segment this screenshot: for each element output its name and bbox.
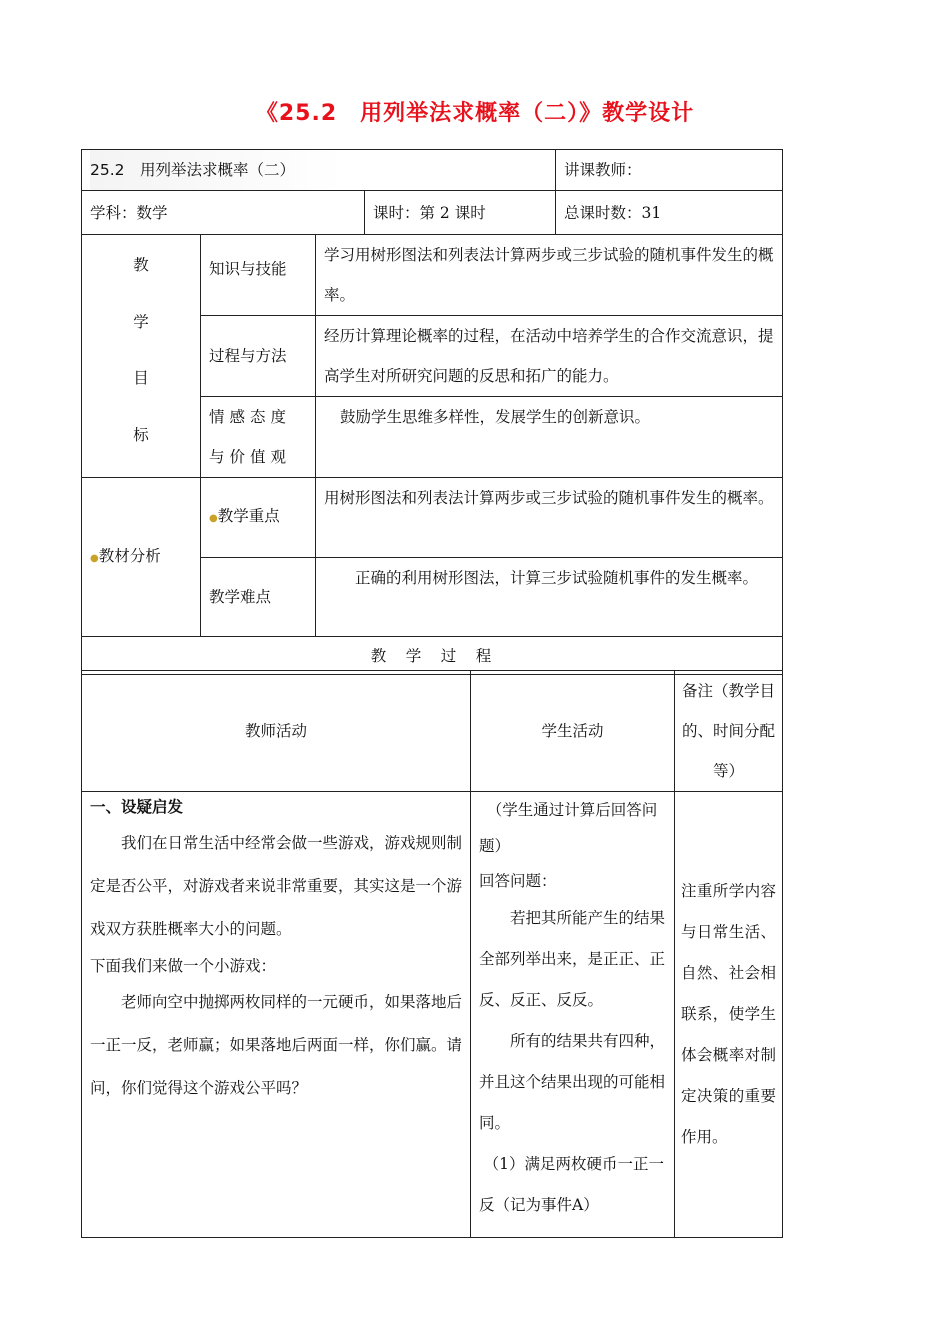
objectives-char: 教 — [133, 256, 149, 274]
objective-name-text: 知识与技能 — [209, 260, 287, 278]
analysis-label-cell — [82, 478, 201, 637]
period-cell — [365, 191, 556, 235]
objective-text — [316, 397, 783, 478]
lesson-title: 25.2 用列举法求概率（二） — [90, 150, 345, 190]
objective-text-content: 经历计算理论概率的过程，在活动中培养学生的合作交流意识，提高学生对所研究问题的反思和拓广的能力。 — [324, 327, 774, 385]
analysis-name-text: 教学重点 — [217, 507, 280, 525]
objective-text-content: 学习用树形图法和列表法计算两步或三步试验的随机事件发生的概率。 — [324, 246, 774, 304]
student-activity-cell — [471, 792, 675, 1238]
teacher-paragraph: 下面我们来做一个小游戏： — [90, 957, 277, 975]
analysis-text — [316, 558, 783, 637]
objective-name — [201, 397, 316, 478]
document-title: 《25.2 用列举法求概率（二）》教学设计 — [255, 101, 695, 126]
teacher-label: 讲课教师： — [564, 161, 642, 179]
lesson-cell — [82, 150, 556, 191]
objectives-char: 标 — [133, 425, 149, 444]
student-paragraph: 所有的结果共有四种，并且这个结果出现的可能相同。 — [479, 1032, 666, 1132]
analysis-text-content: 用树形图法和列表法计算两步或三步试验的随机事件发生的概率。 — [324, 489, 774, 507]
student-col-label: 学生活动 — [541, 722, 604, 740]
student-paragraph: 若把其所能产生的结果全部列举出来，是正正、正反、反正、反反。 — [479, 909, 666, 1009]
note-col-header — [675, 671, 783, 792]
note-cell — [675, 792, 783, 1238]
subject-cell — [82, 191, 365, 235]
objective-name — [201, 316, 316, 397]
teacher-activity-cell — [82, 792, 471, 1238]
process-table — [81, 670, 783, 1238]
student-paragraph: （1）满足两枚硬币一正一反（记为事件A） — [479, 1155, 665, 1214]
analysis-name — [201, 478, 316, 558]
analysis-text — [316, 478, 783, 558]
student-col-header — [471, 671, 675, 792]
analysis-name-text: 教学难点 — [209, 588, 272, 606]
process-heading-cell — [82, 637, 783, 675]
analysis-label: 教材分析 — [98, 546, 161, 565]
objective-name — [201, 235, 316, 316]
analysis-text-content: 正确的利用树形图法，计算三步试验随机事件的发生概率。 — [355, 569, 759, 587]
teacher-cell — [556, 150, 783, 191]
student-paragraph: （学生通过计算后回答问题） — [479, 801, 658, 855]
note-col-label: 备注（教学目的、时间分配等） — [681, 682, 775, 780]
header-table — [81, 149, 783, 235]
subject-label: 学科：数学 — [90, 203, 168, 222]
section-title: 一、设疑启发 — [90, 798, 184, 816]
teacher-paragraph: 我们在日常生活中经常会做一些游戏，游戏规则制定是否公平，对游戏者来说非常重要，其实这是一个游戏双方获胜概率大小的问题。 — [90, 834, 463, 938]
period-label: 课时：第 2 课时 — [373, 203, 486, 222]
analysis-name — [201, 558, 316, 637]
student-paragraph: 回答问题： — [479, 872, 557, 890]
teacher-paragraph: 老师向空中抛掷两枚同样的一元硬币，如果落地后一正一反，老师赢；如果落地后两面一样，你们赢。请问，你们觉得这个游戏公平吗？ — [90, 993, 463, 1097]
note-text: 注重所学内容与日常生活、自然、社会相联系，使学生体会概率对制定决策的重要作用。 — [681, 882, 776, 1146]
process-heading: 教 学 过 程 — [370, 646, 494, 665]
total-label: 总课时数：31 — [564, 203, 662, 222]
objectives-char: 学 — [133, 312, 149, 331]
objective-name-text: 过程与方法 — [209, 347, 287, 365]
teacher-col-label: 教师活动 — [244, 722, 307, 740]
objective-text-content: 鼓励学生思维多样性，发展学生的创新意识。 — [340, 408, 651, 426]
objectives-char: 目 — [133, 369, 149, 388]
objective-text — [316, 235, 783, 316]
mark-icon: ● — [209, 513, 218, 524]
total-cell — [556, 191, 783, 235]
mark-icon: ● — [90, 552, 99, 564]
teacher-col-header — [82, 671, 471, 792]
objective-name-text: 情感态度与价值观 — [209, 408, 292, 466]
objectives-label-cell — [82, 235, 201, 478]
objectives-table — [81, 234, 783, 675]
objective-text — [316, 316, 783, 397]
